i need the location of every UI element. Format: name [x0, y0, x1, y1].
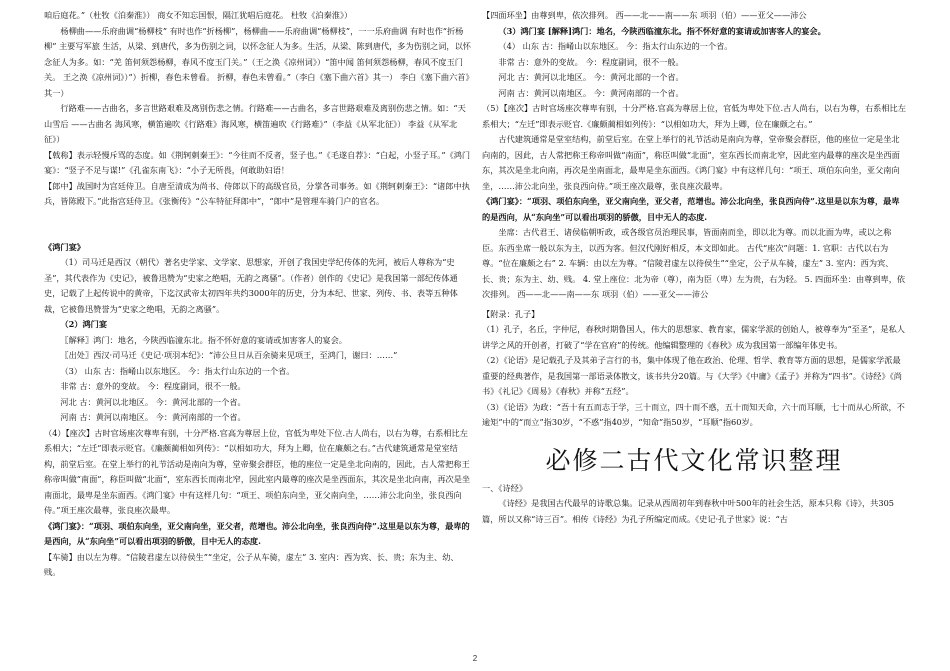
right-paragraph: 【附录：孔子】 [482, 308, 540, 319]
left-paragraph: 非常 古：意外的变故。 今：程度副词，很不一般。 [60, 381, 246, 391]
right-paragraph: （3）鸿门宴 [解释]鸿门：地名，今陕西临潼东北。指不怀好意的宴请或加害客人的宴会。 [498, 25, 826, 36]
after-heading-paragraph: 一、《诗经》 [482, 482, 528, 493]
right-column-body [482, 8, 906, 437]
left-paragraph: 【车骑】由以左为尊。“信陵君虚左以待侯生”“坐定，公子从车骑，虚左” 3. 室内：西为宾、长、贵；东为主、幼、贱。 [44, 551, 459, 577]
right-paragraph: 坐席：古代君王、诸侯临朝听政，或各级官员治理民事，皆面南而坐，即以北为尊。而以北面为卑，或以之称臣。东西坐席一般以东为主，以西为客。但汉代刚好相反，本文即如此。 古代“座次”问题：1. 官职：古代以右为尊。“位在廉颇之右” 2. 车辆：由以左为尊。“信陵君虚左以待侯生”“坐定，公子从车骑，虚左” 3. 室内：西为宾、长、贵；东为主、幼、贱。 4. 堂上座位：北为帝（尊），南为臣（卑）左为贵，右为轻。 5. 四面环坐：由尊到卑，依次排列。 西——北——南——东 项羽（伯）——亚父——沛公 [482, 227, 906, 299]
right-paragraph: （1）孔子，名丘，字仲尼，春秋时期鲁国人，伟大的思想家、教育家，儒家学派的创始人，被尊奉为“至圣”，是私人讲学之风的开创者，打破了“学在官府”的传统。他编辑整理的《春秋》成为我国第一部编年体史书。 [482, 324, 905, 350]
right-paragraph: 【四面环坐】由尊到卑，依次排列。 西——北——南——东 项羽（伯）——亚父——沛公 [482, 10, 807, 20]
left-paragraph: 咱后庭花。”（杜牧《泊秦淮》） 商女不知忘国恨，隔江犹唱后庭花。 杜牧《泊秦淮》） [44, 10, 353, 20]
right-paragraph: （2）《论语》是记载孔子及其弟子言行的书，集中体现了他在政治、伦理、哲学、教育等方面的思想，是儒家学派最重要的经典著作，是我国第一部语录体散文，该书共分20篇。与《大学》《中庸》《孟子》并称为“四书”。《诗经》《尚书》《礼记》《周易》《春秋》并称“五经”。 [482, 355, 902, 396]
left-paragraph: 河北 古：黄河以北地区。 今：黄河北部的一个省。 [60, 396, 246, 407]
left-paragraph: 杨柳曲——乐府曲调“杨柳枝” 有时也作“折杨柳”，杨柳曲——乐府曲调“杨柳枝”，一一乐府曲调 有时也作“折杨柳” 主要写军旅 生活，从梁、到唐代，多为伤别之词，以怀念征人为多。生活，从梁、陈到唐代，多为伤别之词，以怀念征人为多。如：“羌 笛何须怨杨柳，春风不度玉门关。”（王之涣《凉州词》）“笛中闻 笛何须怨杨柳，春风不度玉门关。 王之涣《凉州词》）”）折柳，春色未曾看。 折柳，春色未曾看。”（李白《塞下曲六首》其一） 李白《塞下曲六首》其一） [44, 25, 471, 98]
right-paragraph: 非常 古：意外的变故。 今：程度副词，很不一般。 [498, 56, 684, 67]
right-paragraph [482, 431, 906, 437]
right-paragraph: 《鸿门宴》：“项羽、项伯东向坐，亚父南向坐，亚父者，范增也。沛公北向坐，张良西向侍”.这里是以东为尊，最卑的是西向，从“东向坐”可以看出项羽的骄傲，目中无人的态度. [482, 196, 900, 222]
right-column [482, 8, 906, 527]
right-paragraph: （4） 山东 古：指崤山以东地区。 今：指太行山东边的一个省。 [498, 41, 733, 51]
right-paragraph: （5）【座次】古时官场座次尊卑有别，十分严格.官高为尊居上位，官低为卑处下位.古人尚右，以右为尊，右系相比左系相大；“左迁”即表示贬官.《廉颇蔺相如列传》：“以相如功大，拜为上卿，位在廉颇之右。” [482, 103, 906, 129]
section-heading: 必修二古代文化常识整理 [545, 445, 843, 475]
left-paragraph: 〖解释〗鸿门：地名，今陕西临潼东北。指不怀好意的宴请或加害客人的宴会。 [60, 334, 347, 345]
left-paragraph: 〖出处〗西汉·司马迁《史记·项羽本纪》：“沛公旦日从百余骑来见项王，至鸿门，谢曰：……” [60, 350, 398, 360]
left-paragraph: 《鸿门宴》：“项羽、项伯东向坐，亚父南向坐，亚父者，范增也。沛公北向坐，张良西向侍”.这里是以东为尊，最卑的是西向，从“东向坐”可以看出项羽的骄傲，目中无人的态度. [44, 520, 470, 546]
left-paragraph: （2）鸿门宴 [60, 319, 108, 329]
left-paragraph: 河南 古：黄河以南地区。 今：黄河南部的一个省。 [60, 412, 246, 422]
left-paragraph: （4）【座次】古时官场座次尊卑有别，十分严格.官高为尊居上位，官低为卑处下位.古人尚右，以右为尊，右系相比左系相大；“左迁”即表示贬官。《廉颇蔺相如列传》：“以相如功大，拜为上卿，位在廉颇之右。”古代建筑通常是堂室结构，前堂后室。在堂上举行的礼节活动是南向为尊，堂帝聚会群臣，他的座位一定是坐北向南的，因此，古人常把称王称帝叫做“南面”，称臣叫做“北面”，室东西长而南北窄，因此室内最尊的座次是坐西面东，其次是坐北向南，再次是坐南面北，最卑是坐东面西。《鸿门宴》中有这样几句：“项王、项伯东向坐，亚父南向坐，……沛公北向坐，张良西向侍。”项王座次最尊，张良座次最卑。 [44, 427, 471, 515]
after-heading-paragraph: 《诗经》是我国古代最早的诗歌总集。记录从西周初年到春秋中叶500年的社会生活，原本只称《诗》，共305篇，所以又称“诗三百”。相传《诗经》为孔子所编定而成。《史记·孔子世家》说：“古 [482, 498, 894, 524]
heading-followup [482, 481, 906, 528]
left-paragraph: （3） 山东 古：指崤山以东地区。 今：指太行山东边的一个省。 [60, 365, 295, 376]
left-paragraph: 《鸿门宴》 [44, 241, 85, 252]
right-paragraph: （3）《论语》为政：“吾十有五而志于学，三十而立，四十而不惑，五十而知天命，六十而耳顺，七十而从心所欲，不逾矩”中的“而立”指30岁，“不惑”指40岁，“知命”指50岁，“耳顺”指60岁。 [482, 401, 905, 427]
left-paragraph: 行路难——古曲名，多言世路艰难及离别伤悲之情。行路难——古曲名，多言世路艰难及离别伤悲之情。如：“天山雪后 ——古曲名 海风寒，横笛遍吹《行路难》海风寒，横笛遍吹《行路难》”（李益《从军北征》） 李益《从军北征》） [44, 103, 466, 144]
left-paragraph: 【戟称】表示轻慢斥骂的态度。如《荆轲刺秦王》：“今往而不反者，竖子也。”《毛遂自荐》：“白起，小竖子耳。”《鸿门宴》：“竖子不足与谋!”《孔雀东南飞》：“小子无所畏，何敢助妇语！ [44, 149, 471, 175]
right-paragraph: 古代建筑通常是堂室结构，前堂后室。在堂上举行的礼节活动是南向为尊，堂帝聚会群臣，他的座位一定是坐北向南的，因此，古人常把称王称帝叫做“南面”，称臣叫做“北面”，室东西长而南北窄，因此室内最尊的座次是坐西面东，其次是坐北向南，再次是坐南面北，最卑是坐东面西。《鸿门宴》中有这样几句：“项王、项伯东向坐，亚父南向坐，……沛公北向坐，张良西向侍。”项王座次最尊，张良座次最卑。 [482, 134, 900, 191]
left-paragraph: （1）司马迁是西汉（朝代）著名史学家、文学家、思想家，开创了我国史学纪传体的先河，被后人尊称为“史圣”，其代表作为《史记》，被鲁迅赞为“史家之绝唱，无韵之离骚”。（作者）创作的《史记》是我国第一部纪传体通史，记载了上起传说中的黄帝，下迄汉武帝太初四年共约3000年的历史，分为本纪、世家、列传、书、表等五种体裁，它被鲁迅赞誉为“史家之绝唱，无韵之离骚”。 [44, 257, 458, 314]
right-paragraph: 河北 古：黄河以北地区。 今：黄河北部的一个省。 [498, 72, 684, 82]
left-paragraph: 【郎中】战国时为宫廷侍卫。自唐至清成为尚书、侍郎以下的高级官员，分掌各司事务。如《荆轲刺秦王》：“诸郎中执兵，皆陈殿下。”此指宫廷侍卫。《张衡传》“公车特征拜郎中”，“郎中”是管理车骑门户的官名。 [44, 180, 470, 206]
left-paragraph [44, 210, 472, 240]
right-paragraph: 河南 古：黄河以南地区。 今：黄河南部的一个省。 [498, 87, 684, 98]
left-column [44, 8, 472, 581]
page-number: 2 [472, 654, 478, 663]
